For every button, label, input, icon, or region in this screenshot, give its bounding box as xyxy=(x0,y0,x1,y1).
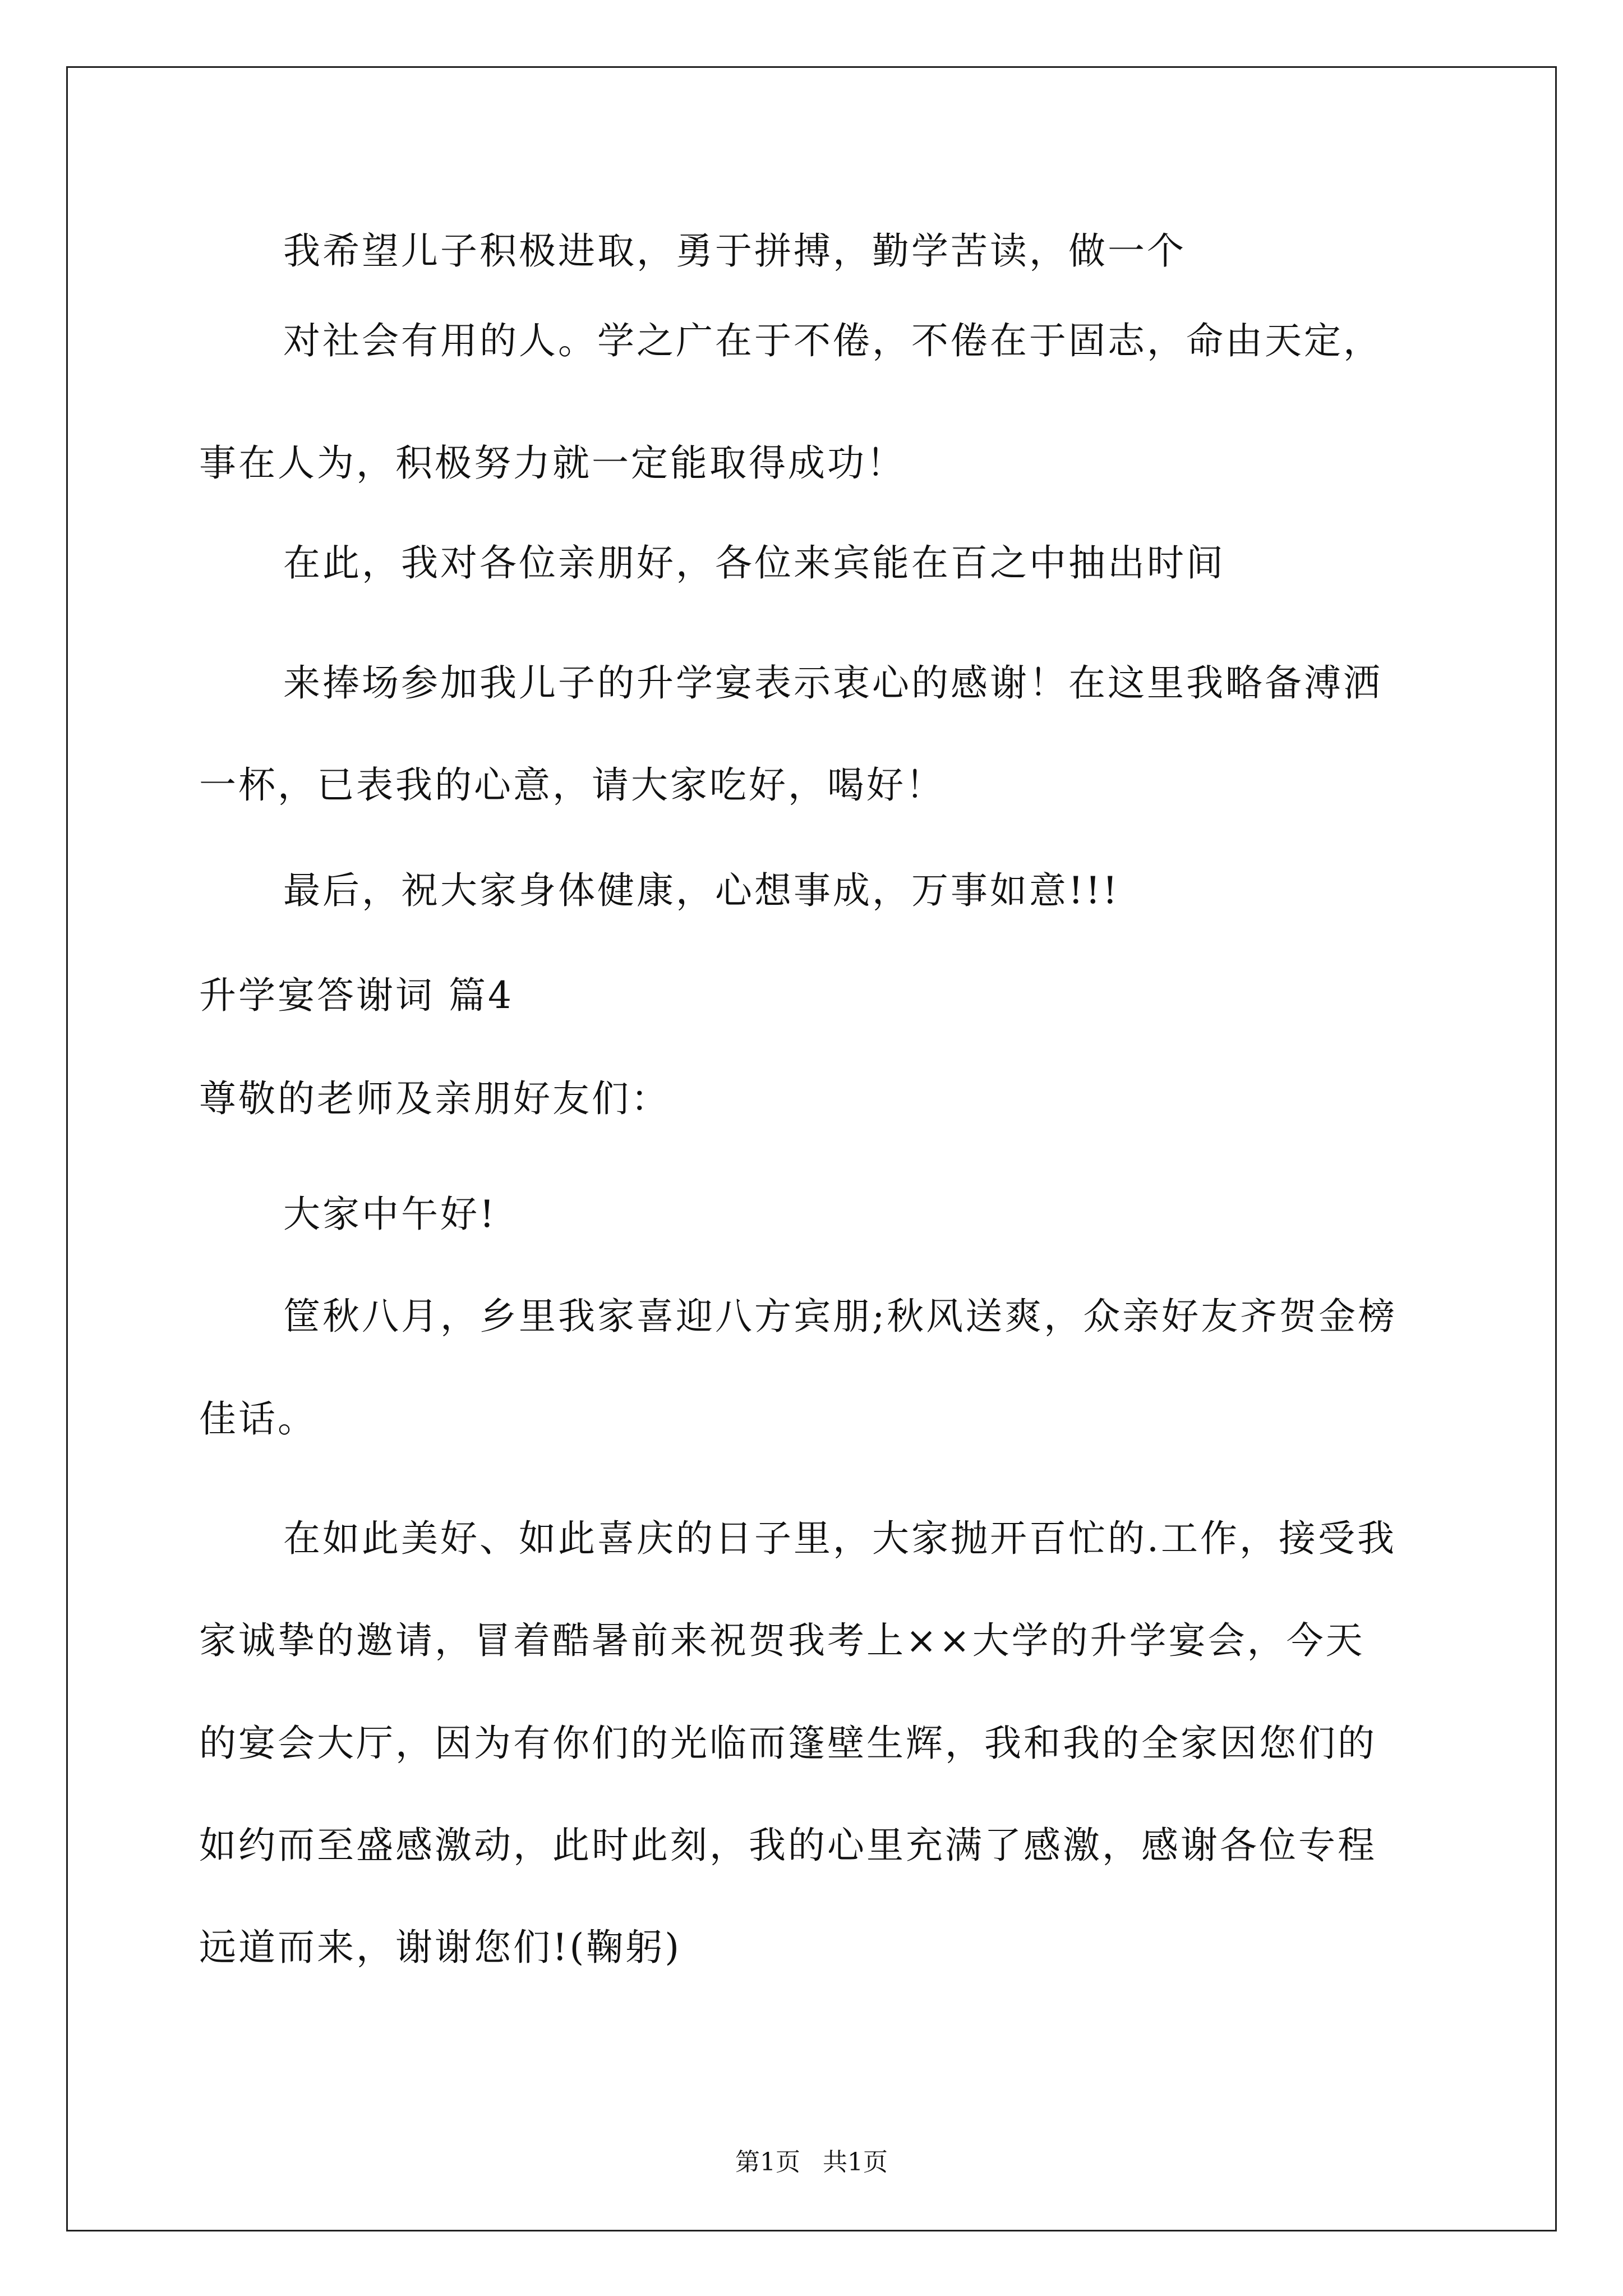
page-border xyxy=(66,66,1557,2231)
page-total: 共1页 xyxy=(823,2148,888,2177)
paragraph-line: 的宴会大厅，因为有你们的光临而篷壁生辉，我和我的全家因您们的 xyxy=(199,1722,1377,1765)
paragraph-line: 如约而至盛感激动，此时此刻，我的心里充满了感激，感谢各位专程 xyxy=(199,1824,1377,1867)
paragraph-line: 在此，我对各位亲朋好，各位来宾能在百之中抽出时间 xyxy=(283,541,1225,585)
page-footer xyxy=(0,2147,1623,2178)
paragraph-line: 最后，祝大家身体健康，心想事成，万事如意!!! xyxy=(283,869,1120,912)
paragraph-line: 佳话。 xyxy=(199,1397,317,1441)
paragraph-line: 我希望儿子积极进取，勇于拼搏，勤学苦读，做一个 xyxy=(283,229,1186,273)
paragraph-line: 家诚挚的邀请，冒着酷暑前来祝贺我考上××大学的升学宴会，今天 xyxy=(199,1619,1365,1662)
paragraph-line: 来捧场参加我儿子的升学宴表示衷心的感谢！在这里我略备溥洒 xyxy=(283,661,1382,705)
salutation: 尊敬的老师及亲朋好友们： xyxy=(199,1077,670,1120)
greeting: 大家中午好! xyxy=(283,1193,497,1236)
section-heading: 升学宴答谢词 篇4 xyxy=(199,974,514,1017)
paragraph-line: 一杯，已表我的心意，请大家吃好，喝好！ xyxy=(199,763,945,807)
paragraph-line: 筐秋八月，乡里我家喜迎八方宾朋;秋风送爽，众亲好友齐贺金榜 xyxy=(283,1295,1398,1338)
paragraph-line: 事在人为，积极努力就一定能取得成功！ xyxy=(199,441,906,485)
page-number: 第1页 xyxy=(735,2148,800,2177)
paragraph-line: 对社会有用的人。学之广在于不倦，不倦在于固志，命由天定， xyxy=(283,319,1382,362)
paragraph-line: 远道而来，谢谢您们!(鞠躬) xyxy=(199,1926,682,1969)
paragraph-line: 在如此美好、如此喜庆的日子里，大家抛开百忙的.工作，接受我 xyxy=(283,1517,1396,1560)
